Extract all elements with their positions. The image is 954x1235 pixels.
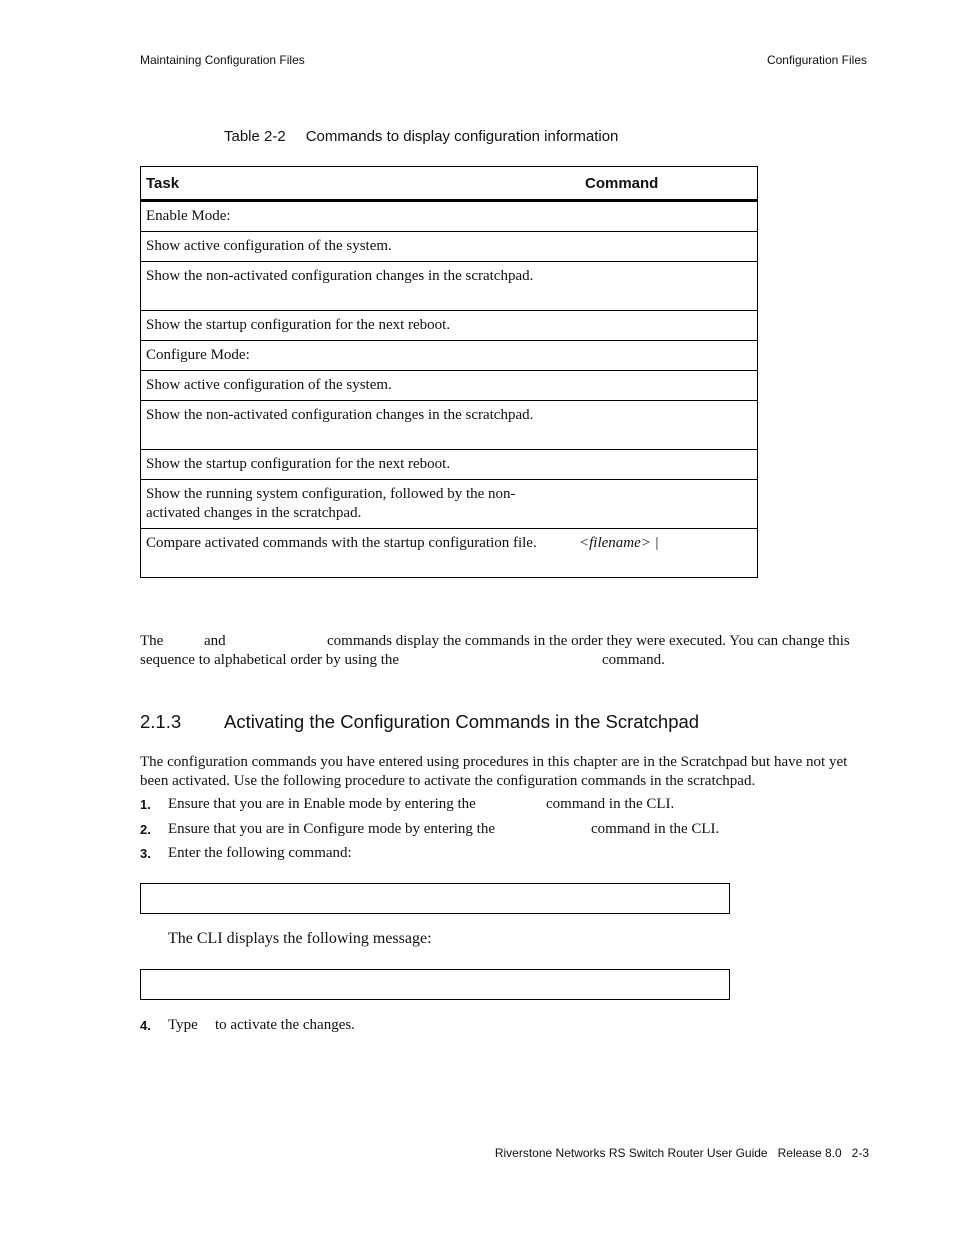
step-text-end: command in the CLI. (591, 821, 720, 837)
command-cell (571, 371, 758, 401)
task-cell: Show the non-activated configuration changes in the scratchpad. (141, 262, 572, 311)
task-cell: Show active configuration of the system. (141, 232, 572, 262)
running-header-left: Maintaining Configuration Files (140, 53, 305, 67)
command-cell (571, 201, 758, 232)
paragraph-text: command. (602, 652, 665, 668)
paragraph-word: and (204, 633, 226, 649)
task-cell: Show the running system configuration, followed by the non-activated changes in the scratchpad. (141, 480, 572, 529)
section-heading (140, 711, 699, 733)
body-paragraph-activation: The configuration commands you have entered using procedures in this chapter are in the Scratchpad but have not yet been activated. Use the following procedure to activate the configuration commands in the scratchpad. (140, 754, 848, 789)
cli-message-text: The CLI displays the following message: (168, 930, 432, 947)
table-row (141, 371, 758, 401)
running-header-right: Configuration Files (766, 53, 867, 67)
table-row (141, 529, 758, 578)
step-number: 3. (140, 846, 151, 861)
table-row (141, 341, 758, 371)
command-box (140, 883, 730, 914)
table-row (141, 450, 758, 480)
table-row (141, 401, 758, 450)
task-cell: Show the non-activated configuration changes in the scratchpad. (141, 401, 572, 450)
step-text: Ensure that you are in Enable mode by entering the (168, 796, 476, 812)
step-text: Ensure that you are in Configure mode by entering the (168, 821, 495, 837)
table-row (141, 311, 758, 341)
command-cell (571, 311, 758, 341)
task-cell: Compare activated commands with the startup configuration file. (141, 529, 572, 578)
step-text: Type (168, 1017, 198, 1033)
command-cell (571, 232, 758, 262)
table-caption (224, 128, 618, 145)
section-number: 2.1.3 (140, 711, 182, 732)
page-footer: Riverstone Networks RS Switch Router User Guide Release 8.0 2-3 (494, 1146, 869, 1160)
column-header-task: Task (141, 167, 572, 201)
table-caption-title: Commands to display configuration information (305, 128, 619, 145)
table-header-row (141, 167, 758, 201)
task-cell: Show the startup configuration for the next reboot. (141, 450, 572, 480)
step-number: 1. (140, 797, 151, 812)
command-cell (571, 262, 758, 311)
step-text-end: to activate the changes. (215, 1017, 355, 1033)
table-row (141, 480, 758, 529)
task-cell: Configure Mode: (141, 341, 572, 371)
paragraph-text: sequence to alphabetical order by using the (140, 652, 400, 668)
table-row (141, 262, 758, 311)
command-cell (571, 341, 758, 371)
step-number: 4. (140, 1018, 151, 1033)
commands-table (140, 166, 758, 578)
paragraph-word: The (140, 633, 164, 649)
column-header-command: Command (571, 167, 758, 201)
table-caption-number: Table 2-2 (224, 128, 286, 145)
command-cell (571, 450, 758, 480)
task-cell: Show active configuration of the system. (141, 371, 572, 401)
step-text-end: command in the CLI. (546, 796, 675, 812)
table-row (141, 201, 758, 232)
cli-output-box (140, 969, 730, 1000)
table-row (141, 232, 758, 262)
command-cell (571, 401, 758, 450)
command-cell-filename: <filename> | (571, 529, 758, 578)
paragraph-text: commands display the commands in the order they were executed. You can change this (327, 633, 850, 649)
section-title: Activating the Configuration Commands in the Scratchpad (224, 711, 700, 732)
command-cell (571, 480, 758, 529)
step-number: 2. (140, 822, 151, 837)
task-cell: Enable Mode: (141, 201, 572, 232)
task-cell: Show the startup configuration for the next reboot. (141, 311, 572, 341)
step-text: Enter the following command: (168, 845, 352, 861)
